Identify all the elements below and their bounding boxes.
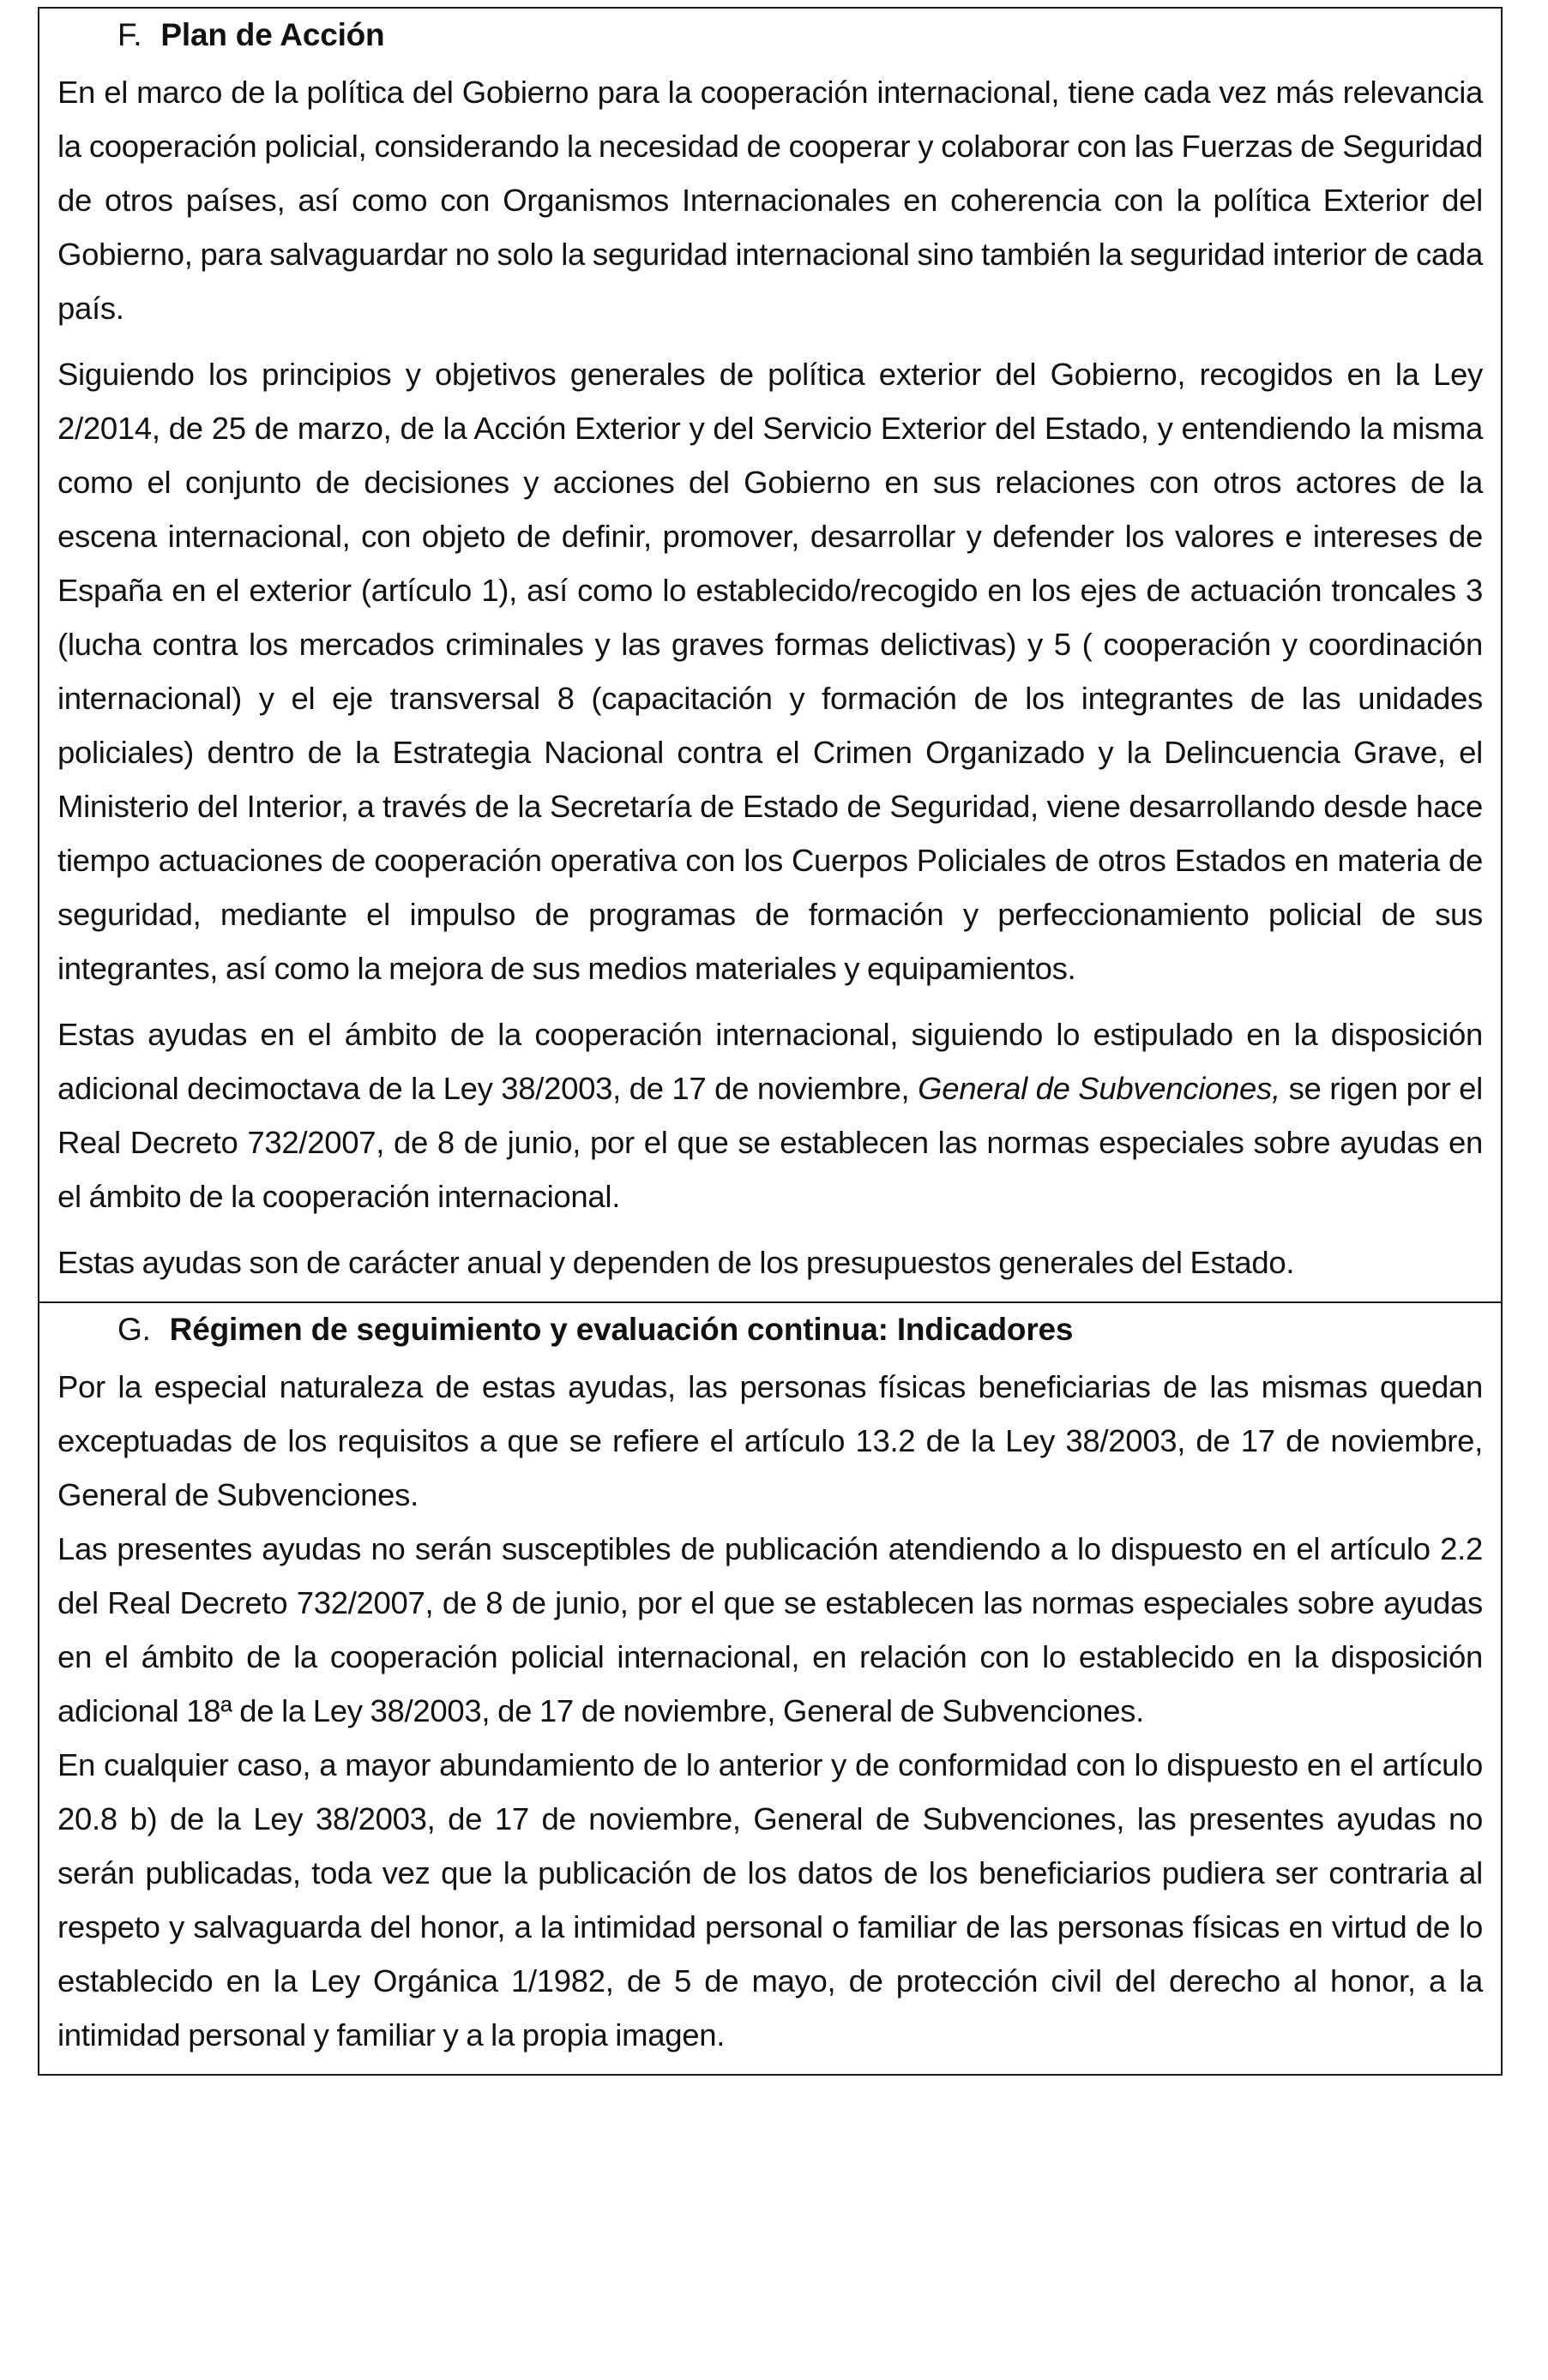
section-g bbox=[39, 1301, 1501, 2074]
document-table bbox=[38, 7, 1503, 2076]
paragraph: En el marco de la política del Gobierno para la cooperación internacional, tiene cada vez más relevancia la cooperación policial, considerando la necesidad de cooperar y colaborar con las Fuerzas de Seguridad de otros países, así como con Organismos Internacionales en coherencia con la política Exterior del Gobierno, para salvaguardar no solo la seguridad internacional sino también la seguridad interior de cada país. bbox=[57, 75, 1483, 326]
section-letter: G. bbox=[117, 1312, 151, 1347]
paragraph: Estas ayudas son de carácter anual y dependen de los presupuestos generales del Estado. bbox=[57, 1245, 1295, 1280]
section-heading bbox=[57, 14, 1483, 57]
section-title: Régimen de seguimiento y evaluación continua: Indicadores bbox=[169, 1312, 1074, 1347]
paragraph-text: Estas ayudas en el ámbito de la cooperación internacional, siguiendo lo estipulado en la disposición adicional decimoctava de la Ley 38/2003, de 17 de noviembre, bbox=[57, 1017, 1483, 1106]
section-f bbox=[39, 9, 1501, 1301]
section-title: Plan de Acción bbox=[160, 17, 385, 52]
paragraph-text: se rigen por el Real Decreto 732/2007, de 8 de junio, por el que se establecen las normas especiales sobre ayudas en el ámbito de la cooperación internacional. bbox=[57, 1071, 1483, 1214]
paragraph bbox=[57, 1007, 1483, 1223]
italic-law-title: General de Subvenciones, bbox=[918, 1071, 1280, 1106]
section-letter: F. bbox=[117, 17, 142, 52]
paragraph: En cualquier caso, a mayor abundamiento de lo anterior y de conformidad con lo dispuesto en el artículo 20.8 b) de la Ley 38/2003, de 17 de noviembre, General de Subvenciones, las presentes ayudas no serán publicadas, toda vez que la publicación de los datos de los beneficiarios pudiera ser contraria al respeto y salvaguarda del honor, a la intimidad personal o familiar de las personas físicas en virtud de lo establecido en la Ley Orgánica 1/1982, de 5 de mayo, de protección civil del derecho al honor, a la intimidad personal y familiar y a la propia imagen. bbox=[57, 1747, 1483, 2052]
paragraph: Las presentes ayudas no serán susceptibles de publicación atendiendo a lo dispuesto en el artículo 2.2 del Real Decreto 732/2007, de 8 de junio, por el que se establecen las normas especiales sobre ayudas en el ámbito de la cooperación policial internacional, en relación con lo establecido en la disposición adicional 18ª de la Ley 38/2003, de 17 de noviembre, General de Subvenciones. bbox=[57, 1531, 1483, 1728]
paragraph: Por la especial naturaleza de estas ayudas, las personas físicas beneficiarias de las mismas quedan exceptuadas de los requisitos a que se refiere el artículo 13.2 de la Ley 38/2003, de 17 de noviembre, General de Subvenciones. bbox=[57, 1369, 1483, 1512]
paragraph: Siguiendo los principios y objetivos generales de política exterior del Gobierno, recogidos en la Ley 2/2014, de 25 de marzo, de la Acción Exterior y del Servicio Exterior del Estado, y entendiendo la misma como el conjunto de decisiones y acciones del Gobierno en sus relaciones con otros actores de la escena internacional, con objeto de definir, promover, desarrollar y defender los valores e intereses de España en el exterior (artículo 1), así como lo establecido/recogido en los ejes de actuación troncales 3 (lucha contra los mercados criminales y las graves formas delictivas) y 5 ( cooperación y coordinación internacional) y el eje transversal 8 (capacitación y formación de los integrantes de las unidades policiales) dentro de la Estrategia Nacional contra el Crimen Organizado y la Delincuencia Grave, el Ministerio del Interior, a través de la Secretaría de Estado de Seguridad, viene desarrollando desde hace tiempo actuaciones de cooperación operativa con los Cuerpos Policiales de otros Estados en materia de seguridad, mediante el impulso de programas de formación y perfeccionamiento policial de sus integrantes, así como la mejora de sus medios materiales y equipamientos. bbox=[57, 357, 1483, 986]
section-heading bbox=[57, 1308, 1483, 1351]
